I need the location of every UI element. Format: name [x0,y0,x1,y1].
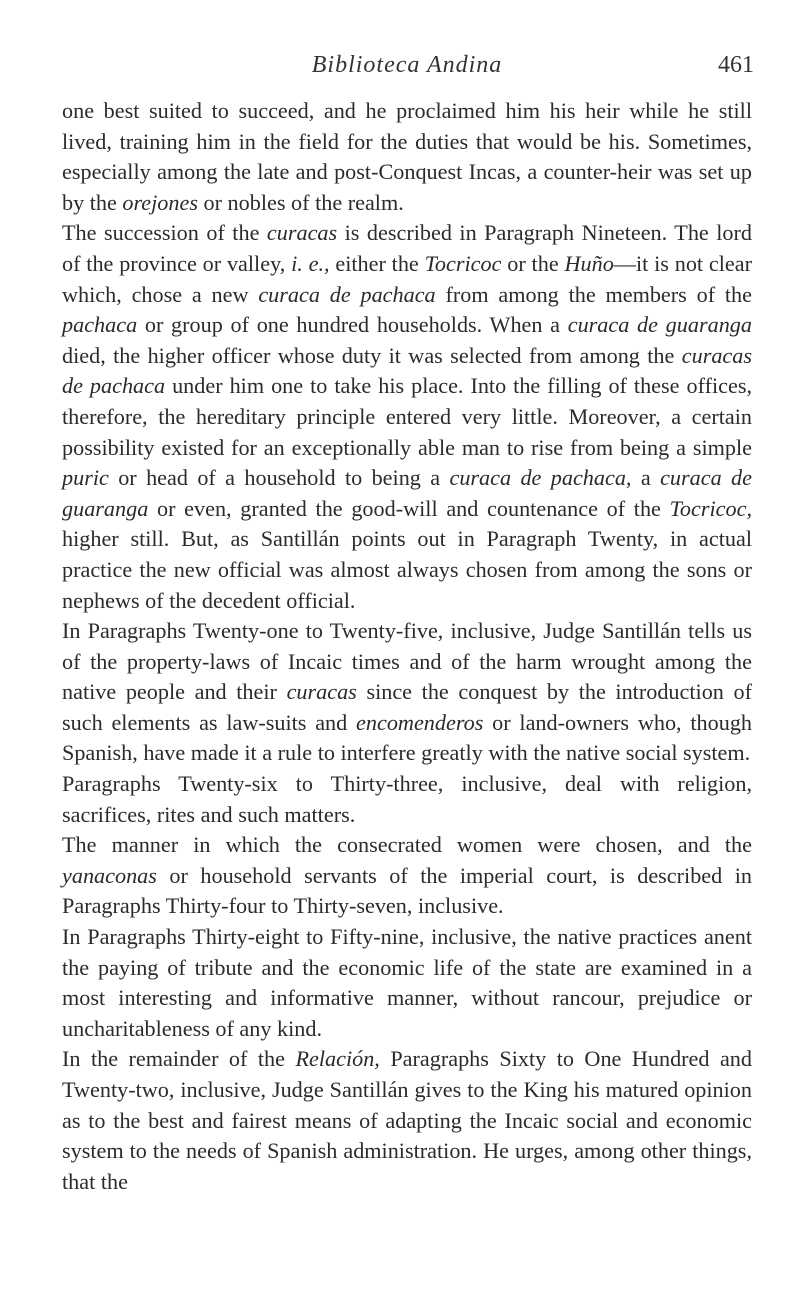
running-title: Biblioteca Andina [311,52,503,78]
italic-term: curacas [286,679,357,705]
text-run: Paragraphs Twenty-six to Thirty-three, inclusive, deal with religion, sacrifices, rites and such matters. [62,771,752,827]
italic-term: curaca de guaranga [62,465,752,521]
paragraph [62,616,752,769]
book-page [62,52,752,1197]
italic-term: curaca de guaranga [567,312,752,338]
paragraph [62,218,752,616]
italic-term: encomenderos [356,709,484,735]
text-run: died, the higher officer whose duty it was selected from among the [62,342,682,368]
text-run: —it is not clear which, chose a new [62,250,752,307]
text-run: a [631,465,661,491]
text-run: higher still. But, as Santillán points out in Paragraph Twenty, in actual practice the new official was almost always chosen from among the sons or nephews of the decedent official. [62,526,752,613]
text-run: The succession of the [62,220,267,246]
text-run: or household servants of the imperial court, is described in Paragraphs Thirty-four to Thirty-seven, inclusive. [62,862,752,919]
paragraph [62,830,752,922]
paragraph [62,1044,752,1197]
paragraph [62,96,752,218]
italic-term: Tocricoc [424,250,502,276]
text-run: under him one to take his place. Into the filling of these offices, therefore, the hereditary principle entered very little. Moreover, a certain possibility existed for an exceptionally able man to rise from being a simple [62,373,753,460]
text-run: or the [501,250,565,276]
italic-term: i. e., [291,250,330,276]
text-run: is described in Paragraph Nineteen. The lord of the province or valley, [62,220,752,276]
italic-term: curaca de pachaca [258,281,436,307]
italic-term: puric [62,465,109,491]
text-run: Paragraphs Sixty to One Hundred and Twenty-two, inclusive, Judge Santillán gives to the King his matured opinion as to the best and fairest means of adapting the Incaic social and economic system to the needs of Spanish administration. He urges, among other things, that the [62,1046,752,1194]
text-run: since the conquest by the introduction of such elements as law-suits and [62,679,752,735]
body-text [62,96,752,1197]
running-header [62,52,752,86]
text-run: or even, granted the good-will and countenance of the [148,495,670,521]
text-run: In Paragraphs Twenty-one to Twenty-five, inclusive, Judge Santillán tells us of the property-laws of Incaic times and of the harm wrought among the native people and their [62,618,752,705]
italic-term: curaca de pachaca, [449,465,632,491]
text-run: or land-owners who, though Spanish, have made it a rule to interfere greatly with the native social system. [62,709,753,766]
text-run: either the [329,250,425,276]
text-run: In Paragraphs Thirty-eight to Fifty-nine, inclusive, the native practices anent the paying of tribute and the economic life of the state are examined in a most interesting and informative manner, without rancour, prejudice or uncharitableness of any kind. [62,924,752,1041]
text-run: one best suited to succeed, and he proclaimed him his heir while he still lived, training him in the field for the duties that would be his. Sometimes, especially among the late and post-Conquest Incas, a counter-heir was set up by the [62,98,752,215]
italic-term: yanaconas [62,862,157,888]
italic-term: Tocricoc, [669,495,752,521]
text-run: or group of one hundred households. When a [137,312,568,338]
italic-term: curacas [266,220,338,246]
text-run: or head of a household to being a [108,465,450,491]
text-run: from among the members of the [435,281,752,307]
text-run: or nobles of the realm. [197,189,404,215]
italic-term: Huño [564,250,614,276]
text-run: In the remainder of the [62,1046,296,1072]
text-run: The manner in which the consecrated women were chosen, and the [62,832,752,858]
italic-term: pachaca [62,312,138,338]
paragraph [62,922,752,1044]
italic-term: curacas de pachaca [62,342,752,399]
italic-term: Relación, [295,1046,380,1072]
page-number: 461 [718,52,754,78]
paragraph [62,769,752,830]
italic-term: orejones [122,189,198,215]
